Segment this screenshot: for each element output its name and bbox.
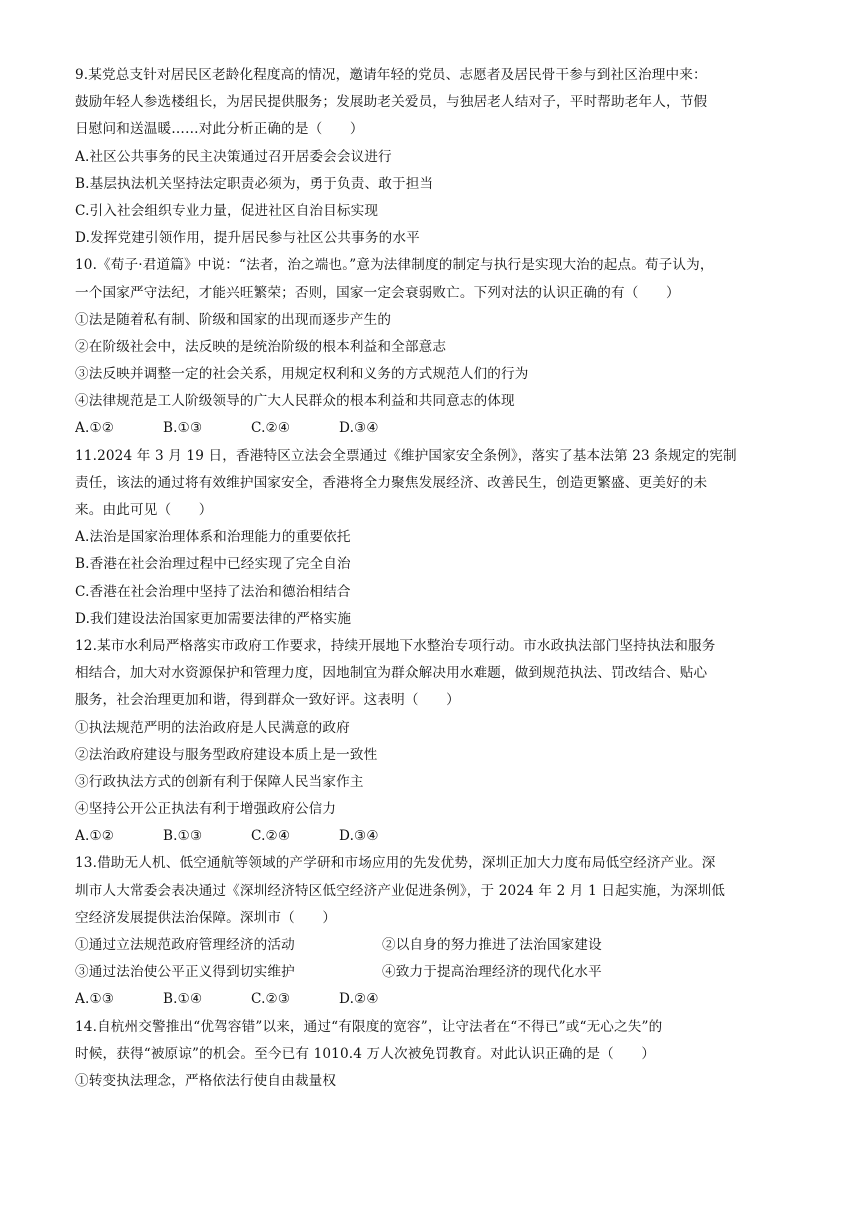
question-stem: 14.自杭州交警推出“优驾容错”以来，通过“有限度的宽容”，让守法者在“不得已”或“无心之失”的	[75, 1018, 663, 1035]
question-stem: 11.2024 年 3 月 19 日，香港特区立法会全票通过《维护国家安全条例》，落实了基本法第 23 条规定的宪制	[75, 447, 737, 464]
choice-c: C.②④	[251, 828, 291, 845]
question-stem: 鼓励年轻人参选楼组长，为居民提供服务；发展助老关爱员，与独居老人结对子，平时帮助老年人，节假	[75, 94, 708, 111]
statement: ④致力于提高治理经济的现代化水平	[382, 964, 602, 981]
question-12	[75, 633, 797, 851]
choice-d: D.③④	[339, 420, 379, 437]
option-a: A.法治是国家治理体系和治理能力的重要依托	[75, 529, 351, 546]
statement: ①转变执法理念，严格依法行使自由裁量权	[75, 1072, 337, 1089]
statement-row	[75, 959, 797, 986]
question-stem: 10.《荀子·君道篇》中说：“法者，治之端也。”意为法律制度的制定与执行是实现大治的起点。荀子认为，	[75, 257, 714, 274]
choice-b: B.①③	[163, 828, 203, 845]
question-stem: 13.借助无人机、低空通航等领域的产学研和市场应用的先发优势，深圳正加大力度布局低空经济产业。深	[75, 855, 716, 872]
choice-a: A.①②	[75, 828, 115, 845]
option-d: D.我们建设法治国家更加需要法律的严格实施	[75, 610, 352, 627]
answer-choices	[75, 415, 797, 442]
statement: ④坚持公开公正执法有利于增强政府公信力	[75, 801, 337, 818]
choice-d: D.②④	[339, 991, 379, 1008]
choice-a: A.①②	[75, 420, 115, 437]
question-stem: 空经济发展提供法治保障。深圳市（ ）	[75, 909, 337, 926]
statement: ①法是随着私有制、阶级和国家的出现而逐步产生的	[75, 311, 392, 328]
statement: ④法律规范是工人阶级领导的广大人民群众的根本利益和共同意志的体现	[75, 393, 515, 410]
choice-d: D.③④	[339, 828, 379, 845]
question-14	[75, 1014, 797, 1096]
question-stem: 圳市人大常委会表决通过《深圳经济特区低空经济产业促进条例》，于 2024 年 2 月 1 日起实施，为深圳低	[75, 882, 726, 899]
choice-b: B.①④	[163, 991, 203, 1008]
option-a: A.社区公共事务的民主决策通过召开居委会会议进行	[75, 148, 392, 165]
statement: ②以自身的努力推进了法治国家建设	[382, 937, 602, 953]
question-stem: 责任，该法的通过将有效维护国家安全，香港将全力聚焦发展经济、改善民生，创造更繁盛、更美好的未	[75, 474, 708, 491]
question-stem: 日慰问和送温暖……对此分析正确的是（ ）	[75, 121, 364, 138]
question-stem: 9.某党总支针对居民区老龄化程度高的情况，邀请年轻的党员、志愿者及居民骨干参与到社区治理中来：	[75, 67, 707, 83]
statement: ②法治政府建设与服务型政府建设本质上是一致性	[75, 746, 378, 763]
question-10	[75, 252, 797, 442]
question-stem: 服务，社会治理更加和谐，得到群众一致好评。这表明（ ）	[75, 692, 460, 709]
answer-choices	[75, 823, 797, 850]
question-stem: 来。由此可见（ ）	[75, 502, 213, 518]
statement: ①执法规范严明的法治政府是人民满意的政府	[75, 719, 350, 736]
option-c: C.香港在社会治理中坚持了法治和德治相结合	[75, 583, 351, 600]
question-stem: 时候，获得“被原谅”的机会。至今已有 1010.4 万人次被免罚教育。对此认识正确的是（ ）	[75, 1045, 656, 1062]
question-13	[75, 850, 797, 1013]
option-d: D.发挥党建引领作用，提升居民参与社区公共事务的水平	[75, 230, 420, 247]
question-stem: 12.某市水利局严格落实市政府工作要求，持续开展地下水整治专项行动。市水政执法部门坚持执法和服务	[75, 637, 716, 654]
choice-c: C.②④	[251, 420, 291, 437]
option-b: B.香港在社会治理过程中已经实现了完全自治	[75, 556, 351, 573]
statement: ③行政执法方式的创新有利于保障人民当家作主	[75, 773, 364, 790]
question-9	[75, 62, 797, 252]
choice-c: C.②③	[251, 991, 291, 1008]
choice-a: A.①③	[75, 991, 115, 1008]
statement: ②在阶级社会中，法反映的是统治阶级的根本利益和全部意志	[75, 338, 447, 355]
question-stem: 相结合，加大对水资源保护和管理力度，因地制宜为群众解决用水难题，做到规范执法、罚改结合、贴心	[75, 665, 708, 682]
question-stem: 一个国家严守法纪，才能兴旺繁荣；否则，国家一定会衰弱败亡。下列对法的认识正确的有（ ）	[75, 284, 680, 301]
option-c: C.引入社会组织专业力量，促进社区自治目标实现	[75, 202, 379, 219]
option-b: B.基层执法机关坚持法定职责必须为，勇于负责、敢于担当	[75, 175, 434, 192]
statement: ①通过立法规范政府管理经济的活动	[75, 937, 295, 953]
answer-choices	[75, 986, 797, 1013]
statement-row	[75, 932, 797, 959]
exam-page	[75, 62, 797, 1095]
statement: ③通过法治使公平正义得到切实维护	[75, 964, 295, 981]
statement: ③法反映并调整一定的社会关系，用规定权利和义务的方式规范人们的行为	[75, 366, 529, 383]
choice-b: B.①③	[163, 420, 203, 437]
question-11	[75, 443, 797, 633]
